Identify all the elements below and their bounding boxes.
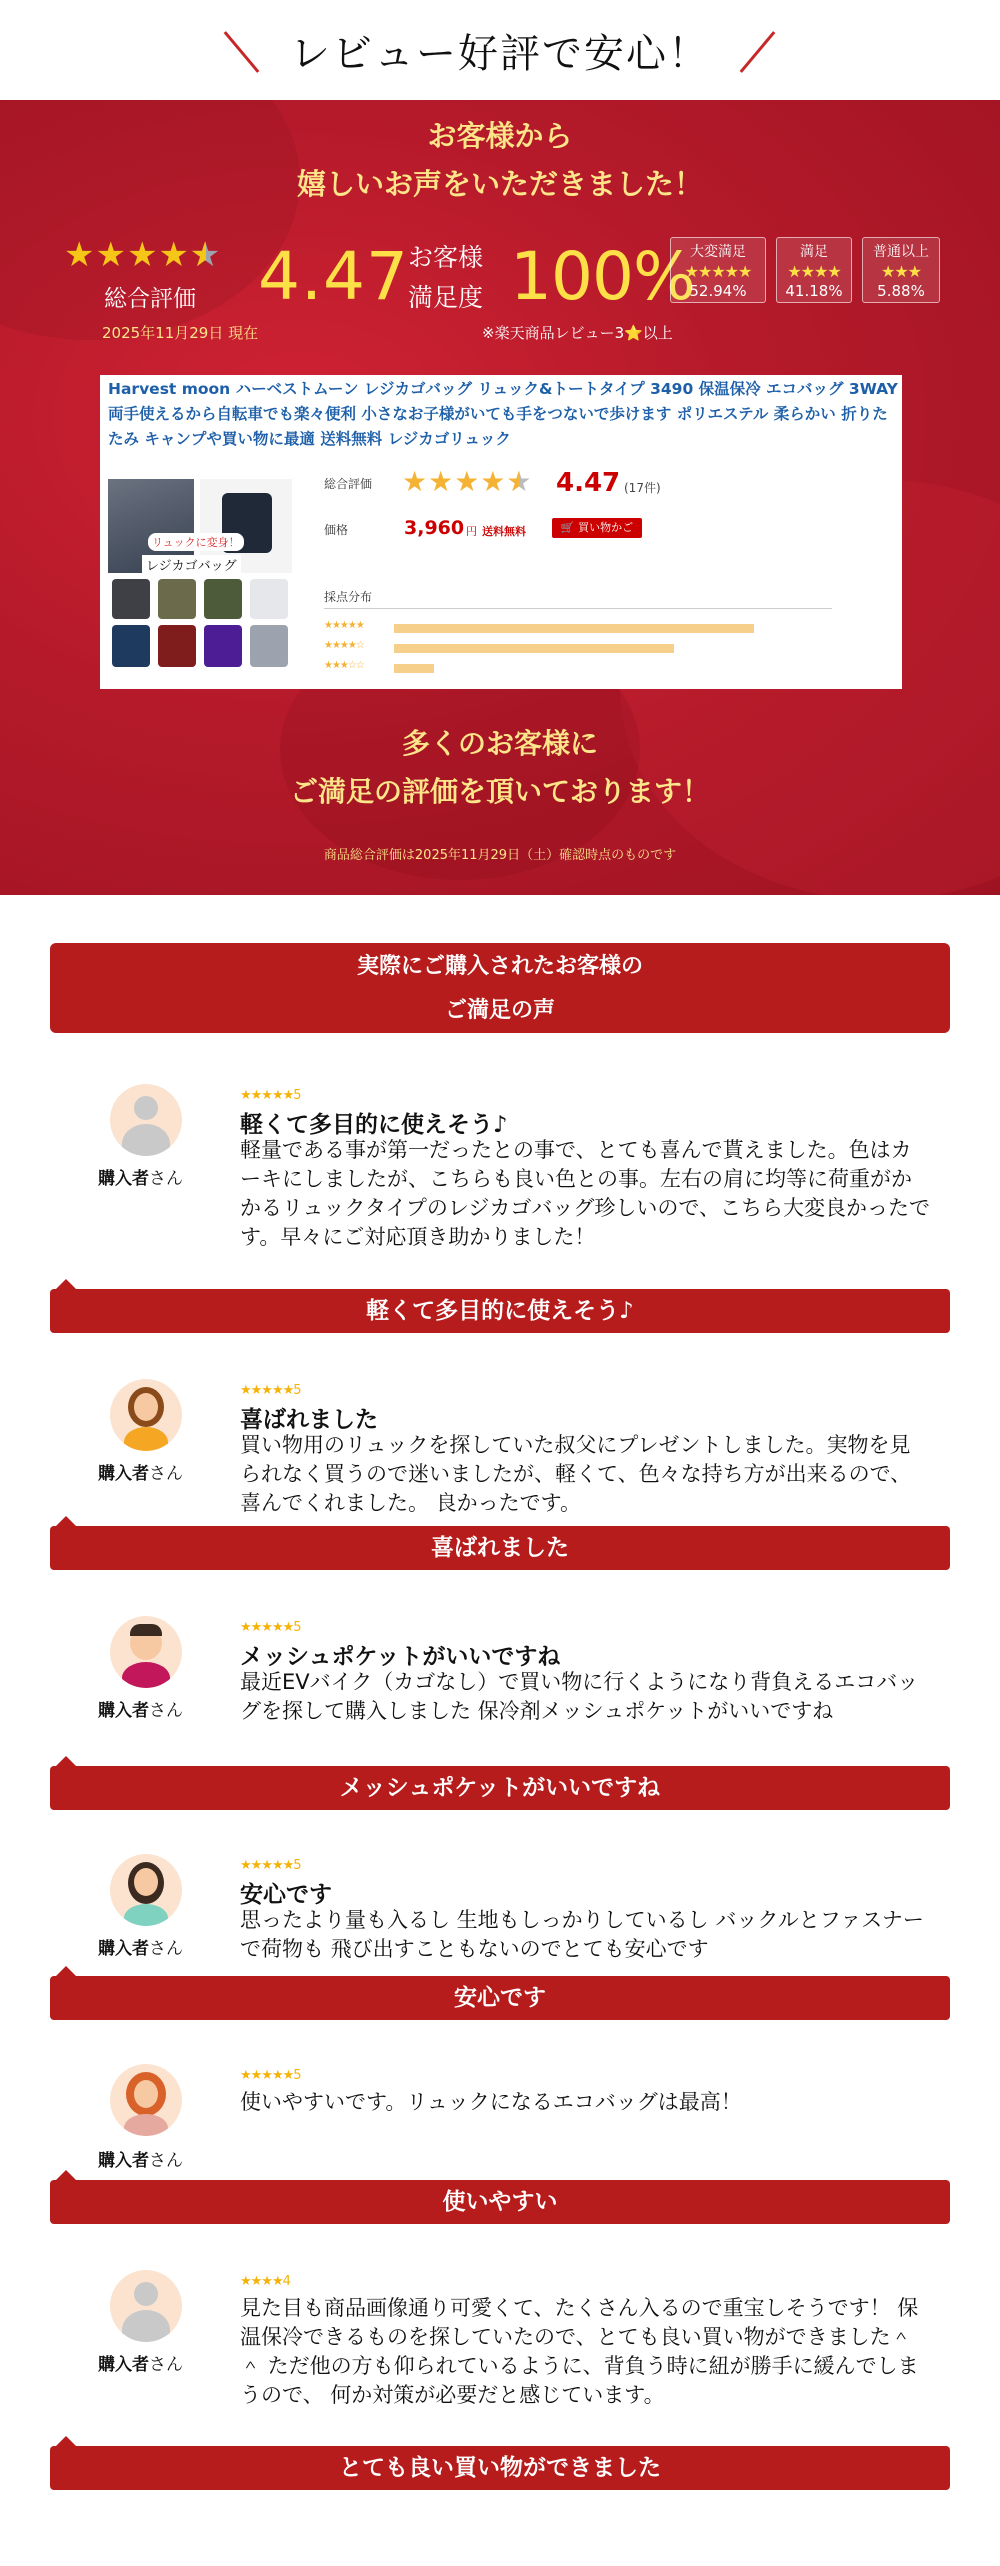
review-item (50, 1080, 950, 1340)
satisfaction-percent: 100% (510, 238, 695, 315)
review-item (50, 1850, 950, 2030)
product-title-link[interactable]: Harvest moon ハーベストムーン レジカゴバッグ リュック&トートタイプ 3490 保温保冷 エコバッグ 3WAY 両手使えるから自転車でも楽々便利 小さなお子様がいても手をつないで歩けます ポリエステル 柔らかい 折りたたみ キャンプや買い物に最適 送料無料 レジカゴリュック (108, 380, 898, 448)
breakdown-stars: ★★★★ (787, 262, 841, 281)
review-title: メッシュポケットがいいですね (240, 1644, 561, 1670)
overall-score: 4.47 (258, 238, 409, 315)
review-stars: ★★★★★5 (240, 1383, 301, 1398)
intro-line-1: お客様から (427, 119, 573, 153)
avatar-woman-icon (110, 2064, 182, 2136)
review-body: 買い物用のリュックを探していた叔父にプレゼントしました。実物を見られなく買うので迷いましたが、軽くて、色々な持ち方が出来るので、喜んでくれました。 良かったです。 (240, 1433, 912, 1515)
overall-label: 総合評価 (104, 286, 196, 312)
breakdown-label: 普通以上 (873, 244, 929, 260)
product-stars: ★★★★★ ★ (402, 465, 533, 498)
outro-line-2: ご満足の評価を頂いております！ (289, 775, 710, 808)
reviewer-name: 購入者さん (98, 1701, 183, 1721)
breakdown-label: 大変満足 (690, 244, 746, 260)
satisfaction-label (408, 238, 483, 318)
review-body: 見た目も商品画像通り可愛くて、たくさん入るので重宝しそうです！ 保温保冷できるものを探していたので、とても良い買い物ができました＾＾ ただ他の方も仰られているように、背負う時に紐が勝手に緩んでしまうので、 何か対策が必要だと感じています。 (240, 2296, 919, 2407)
review-title: 喜ばれました (240, 1407, 378, 1433)
divider (324, 608, 832, 609)
review-title: 軽くて多目的に使えそう♪ (240, 1112, 508, 1138)
review-stars: ★★★★★5 (240, 2068, 301, 2083)
avatar-default-icon (110, 2270, 182, 2342)
breakdown-label: 満足 (800, 244, 828, 260)
distribution-bar (394, 664, 434, 673)
satisfaction-label-2: 満足度 (408, 283, 484, 312)
half-star-icon: ★ ★ (506, 465, 532, 498)
review-stars: ★★★★★5 (240, 1858, 301, 1873)
reviewer-name: 購入者さん (98, 2355, 183, 2375)
breakdown-percent: 52.94% (689, 282, 747, 300)
customer-voices-heading (50, 943, 950, 1033)
price-unit: 円 (466, 525, 477, 538)
avatar-woman-icon (110, 1854, 182, 1926)
color-swatch (112, 625, 150, 667)
price-value: 3,960 (404, 517, 465, 539)
rating-breakdown (670, 237, 940, 303)
color-swatch (250, 579, 288, 619)
review-stars: ★★★★★5 (240, 1088, 301, 1103)
intro-line-2: 嬉しいお声をいただきました！ (296, 167, 703, 201)
price-label: 価格 (324, 523, 349, 537)
satisfaction-label-1: お客様 (408, 243, 484, 272)
review-stars: ★★★★★5 (240, 1620, 301, 1635)
distribution-bar (394, 644, 674, 653)
review-summary-bar: メッシュポケットがいいですね (50, 1766, 950, 1810)
page-header (0, 0, 1000, 100)
breakdown-percent: 5.88% (877, 282, 925, 300)
breakdown-box (862, 237, 940, 303)
banner-outro (0, 720, 1000, 816)
banner-intro (0, 112, 1000, 208)
breakdown-stars: ★★★ (880, 262, 922, 281)
image-tag: リュックに変身！ (148, 533, 244, 551)
review-item (50, 1375, 950, 1575)
color-swatch (112, 579, 150, 619)
color-swatch (158, 579, 196, 619)
voices-heading-line-1: 実際にご購入されたお客様の (356, 954, 643, 979)
avatar-woman-icon (110, 1379, 182, 1451)
review-body: 最近EVバイク（カゴなし）で買い物に行くようになり背負えるエコバッグを探して購入しました 保冷剤メッシュポケットがいいですね (240, 1670, 919, 1723)
avatar-default-icon (110, 1084, 182, 1156)
distribution-row[interactable] (324, 620, 884, 636)
half-star-icon: ★ ★ (190, 235, 221, 275)
distribution-row[interactable] (324, 640, 884, 656)
review-item (50, 1612, 950, 1812)
review-item (50, 2266, 950, 2496)
outro-line-1: 多くのお客様に (401, 727, 598, 760)
distribution-stars: ★★★☆☆ (324, 660, 364, 671)
distribution-title: 採点分布 (324, 590, 373, 604)
breakdown-percent: 41.18% (785, 282, 843, 300)
review-body: 思ったより量も入るし 生地もしっかりしているし バックルとファスナーで荷物も 飛び出すこともないのでとても安心です (240, 1908, 924, 1961)
reviewer-name: 購入者さん (98, 1464, 183, 1484)
color-swatch (204, 579, 242, 619)
review-title: 安心です (240, 1882, 332, 1908)
breakdown-box (670, 237, 766, 303)
review-summary-bar: とても良い買い物ができました (50, 2446, 950, 2490)
color-swatch (158, 625, 196, 667)
avatar-man-glasses-icon (110, 1616, 182, 1688)
rating-label: 総合評価 (324, 477, 373, 491)
rating-date: 2025年11月29日 現在 (102, 324, 259, 342)
image-brand-label: レジカゴバッグ (142, 555, 241, 574)
review-stars: ★★★★4 (240, 2274, 290, 2289)
review-body: 使いやすいです。リュックになるエコバッグは最高！ (240, 2090, 742, 2114)
review-summary-bar: 安心です (50, 1976, 950, 2020)
review-body: 軽量である事が第一だったとの事で、とても喜んで貰えました。色はカーキにしましたが、こちらも良い色との事。左右の肩に均等に荷重がかかるリュックタイプのレジカゴバッグ珍しいので、こちら大変良かったです。早々にご対応頂き助かりました！ (240, 1138, 930, 1249)
product-image[interactable] (108, 479, 292, 679)
reviewer-name: 購入者さん (98, 2151, 183, 2171)
review-note: ※楽天商品レビュー3⭐以上 (482, 324, 673, 342)
product-score: 4.47 (556, 468, 621, 498)
distribution-bar (394, 624, 754, 633)
reviewer-name: 購入者さん (98, 1169, 183, 1189)
breakdown-box (776, 237, 852, 303)
review-summary-banner (0, 100, 1000, 895)
review-item (50, 2060, 950, 2220)
review-summary-bar: 軽くて多目的に使えそう♪ (50, 1289, 950, 1333)
distribution-stars: ★★★★☆ (324, 640, 364, 651)
add-to-cart-button[interactable]: 🛒 買い物かご (552, 518, 642, 538)
breakdown-stars: ★★★★★ (684, 262, 752, 281)
color-swatch (250, 625, 288, 667)
review-summary-bar: 使いやすい (50, 2180, 950, 2224)
page-title: レビュー好評で安心！ (290, 31, 710, 77)
review-count-link[interactable]: (17件) (624, 481, 661, 495)
review-summary-bar: 喜ばれました (50, 1526, 950, 1570)
overall-stars: ★★★★★ ★ (64, 235, 221, 275)
product-review-card (100, 375, 902, 689)
color-swatch (204, 625, 242, 667)
distribution-stars: ★★★★★ (324, 620, 364, 631)
shipping-badge: 送料無料 (482, 525, 526, 538)
reviewer-name: 購入者さん (98, 1939, 183, 1959)
banner-footnote: 商品総合評価は2025年11月29日（土）確認時点のものです (323, 848, 677, 863)
voices-heading-line-2: ご満足の声 (444, 998, 555, 1023)
distribution-row[interactable] (324, 660, 884, 676)
